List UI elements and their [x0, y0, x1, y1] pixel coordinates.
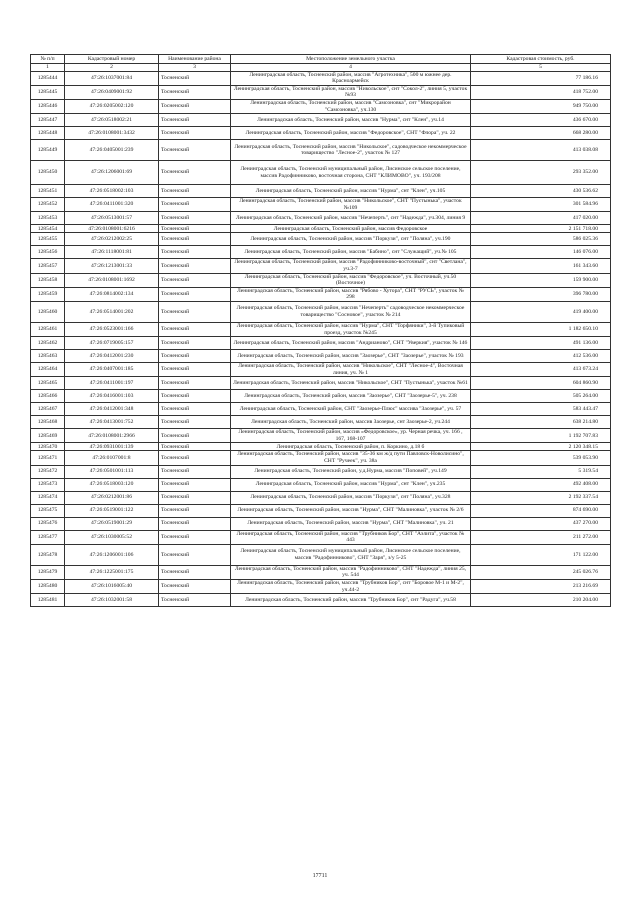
table-row [31, 337, 611, 350]
cadastral-number: 47:26:0411001:197 [65, 377, 159, 390]
cadastral-number: 47:26:0931001:139 [65, 443, 159, 451]
row-number: 1285450 [31, 161, 65, 185]
land-plot-address: Ленинградская область, Тосненский район, массив "Никольское", снт "Сокол-2", линия 5, участок №93 [231, 85, 471, 99]
district-name: Тосненский [159, 491, 231, 504]
land-plot-address: Ленинградская область, Тосненский район, массив "Трубников Бор", снт "Боровое М-1 и М-2", уч.44-2 [231, 580, 471, 594]
cadastral-number: 47:26:0416001:103 [65, 390, 159, 403]
table-row [31, 403, 611, 416]
cadastral-value: 161 343.60 [471, 259, 611, 273]
cadastral-value: 5 319.54 [471, 465, 611, 478]
cadastral-value: 210 204.00 [471, 594, 611, 607]
header-cadastral-number: Кадастровый номер [65, 55, 159, 64]
land-plot-address: Ленинградская область, Тосненский район, массив "Агротехника", 500 м южнее дер. Красноармейск [231, 71, 471, 85]
column-number: 3 [159, 64, 231, 72]
row-number: 1285461 [31, 322, 65, 336]
row-number: 1285464 [31, 363, 65, 377]
table-row [31, 594, 611, 607]
district-name: Тосненский [159, 530, 231, 544]
cadastral-number: 47:26:0412001:348 [65, 403, 159, 416]
row-number: 1285473 [31, 478, 65, 491]
header-value: Кадастровая стоимость, руб. [471, 55, 611, 64]
cadastral-value: 539 053.90 [471, 451, 611, 465]
land-plot-address: Ленинградская область, Тосненский район, массив "Поркузи", снт "Поляна", уч.328 [231, 491, 471, 504]
cadastral-value: 2 120 348.15 [471, 443, 611, 451]
land-plot-address: Ленинградская область, Тосненский район, массив "Никольское", СНТ "Пустынька", участок №61 [231, 377, 471, 390]
cadastral-value: 874 690.00 [471, 504, 611, 517]
row-number: 1285466 [31, 390, 65, 403]
cadastral-number: 47:26:0108001:3432 [65, 127, 159, 140]
land-plot-address: Ленинградская область, Тосненский район, массив "Нурма", снт "Клен", уч.235 [231, 478, 471, 491]
land-plot-address: Ленинградская область, Тосненский район, массив "Нечеперть", снт "Надежда", уч.304, линия 9 [231, 212, 471, 225]
table-row [31, 451, 611, 465]
table-row [31, 429, 611, 443]
district-name: Тосненский [159, 504, 231, 517]
table-row [31, 99, 611, 113]
land-plot-address: Ленинградская область, Тосненский район, массив "Радофинниково-восточный", снт "Светлана", уч.3-7 [231, 259, 471, 273]
district-name: Тосненский [159, 225, 231, 233]
cadastral-value: 436 670.00 [471, 114, 611, 127]
cadastral-value: 211 272.00 [471, 530, 611, 544]
cadastral-value: 413 673.24 [471, 363, 611, 377]
land-plot-address: Ленинградская область, Тосненский район, массив "Заозерье", СНТ "Заозерье-5", уч. 238 [231, 390, 471, 403]
district-name: Тосненский [159, 273, 231, 287]
table-row [31, 71, 611, 85]
district-name: Тосненский [159, 287, 231, 301]
cadastral-value: 412 536.00 [471, 350, 611, 363]
cadastral-value: 245 026.76 [471, 565, 611, 579]
district-name: Тосненский [159, 350, 231, 363]
table-row [31, 198, 611, 212]
table-row [31, 273, 611, 287]
district-name: Тосненский [159, 71, 231, 85]
cadastral-number: 47:26:1037001:84 [65, 71, 159, 85]
table-row [31, 259, 611, 273]
row-number: 1285445 [31, 85, 65, 99]
row-number: 1285468 [31, 416, 65, 429]
cadastral-number: 47:26:1206001:106 [65, 544, 159, 565]
header-district: Наименование района [159, 55, 231, 64]
table-row [31, 377, 611, 390]
cadastral-value: 413 038.08 [471, 140, 611, 161]
row-number: 1285481 [31, 594, 65, 607]
land-plot-address: Ленинградская область, Тосненский район, массив "Нурма", снт "Клен", уч.14 [231, 114, 471, 127]
row-number: 1285469 [31, 429, 65, 443]
row-number: 1285465 [31, 377, 65, 390]
table-row [31, 301, 611, 322]
cadastral-value-table [30, 54, 610, 607]
row-number: 1285474 [31, 491, 65, 504]
land-plot-address: Ленинградская область, Тосненский район, СНТ "Заозерье-Плюс" массива "Заозерье", уч. 57 [231, 403, 471, 416]
column-number: 1 [31, 64, 65, 72]
cadastral-number: 47:26:0514001:202 [65, 301, 159, 322]
land-plot-address: Ленинградская область, Тосненский муниципальный район, Лисинское сельское поселение, массив "Радофинниково", СНТ "Заря", з/у 5-25 [231, 544, 471, 565]
land-plot-address: Ленинградская область, Тосненский район, массив "Никольское", садоводческое некоммерческое товарищество "Лесное-2", участок № 127 [231, 140, 471, 161]
row-number: 1285460 [31, 301, 65, 322]
cadastral-number: 47:26:1225001:175 [65, 565, 159, 579]
cadastral-value: 77 186.16 [471, 71, 611, 85]
table-row [31, 114, 611, 127]
table-row [31, 212, 611, 225]
table [30, 54, 611, 607]
cadastral-value: 1 192 707.83 [471, 429, 611, 443]
district-name: Тосненский [159, 580, 231, 594]
land-plot-address: Ленинградская область, Тосненский муниципальный район, Лисинское сельское поселение, массив Радофинниково, восточная сторона, СНТ "КЛИМОВО", уч. 193/208 [231, 161, 471, 185]
cadastral-number: 47:26:0108001:6216 [65, 225, 159, 233]
district-name: Тосненский [159, 594, 231, 607]
row-number: 1285456 [31, 246, 65, 259]
district-name: Тосненский [159, 99, 231, 113]
table-row [31, 544, 611, 565]
table-row [31, 246, 611, 259]
row-number: 1285451 [31, 185, 65, 198]
district-name: Тосненский [159, 565, 231, 579]
cadastral-number: 47:26:0212001:86 [65, 491, 159, 504]
cadastral-value: 213 216.69 [471, 580, 611, 594]
row-number: 1285478 [31, 544, 65, 565]
land-plot-address: Ленинградская область, Тосненский район, у.д.Нурма, массив "Поповей", уч.149 [231, 465, 471, 478]
row-number: 1285463 [31, 350, 65, 363]
land-plot-address: Ленинградская область, Тосненский район, массив "Никольское", СНТ "Лесное-4", Восточная линия, уч. № 1 [231, 363, 471, 377]
table-row [31, 161, 611, 185]
cadastral-value: 419 400.00 [471, 301, 611, 322]
table-row [31, 127, 611, 140]
cadastral-value: 171 122.00 [471, 544, 611, 565]
district-name: Тосненский [159, 443, 231, 451]
table-row [31, 517, 611, 530]
row-number: 1285475 [31, 504, 65, 517]
page-number: 17711 [312, 873, 328, 879]
cadastral-number: 47:26:0108001:1692 [65, 273, 159, 287]
table-row [31, 233, 611, 246]
cadastral-number: 47:26:1206001:69 [65, 161, 159, 185]
cadastral-number: 47:26:0814002:134 [65, 287, 159, 301]
district-name: Тосненский [159, 301, 231, 322]
cadastral-value: 2 151 718.00 [471, 225, 611, 233]
land-plot-address: Ленинградская область, Тосненский район, массив "Трубников Бор", снт "Радуга", уч.58 [231, 594, 471, 607]
column-number-row [31, 64, 611, 72]
row-number: 1285459 [31, 287, 65, 301]
cadastral-number: 47:26:1032001:58 [65, 594, 159, 607]
land-plot-address: Ленинградская область, Тосненский район, массив "Нечеперть" садоводческое некоммерческое товарищество "Сосновое", участок № 214 [231, 301, 471, 322]
cadastral-value: 492 408.00 [471, 478, 611, 491]
district-name: Тосненский [159, 517, 231, 530]
row-number: 1285472 [31, 465, 65, 478]
cadastral-number: 47:26:0108001:2966 [65, 429, 159, 443]
land-plot-address: Ленинградская область, Тосненский район, массив "Федоровское", СНТ "Флора", уч. 22 [231, 127, 471, 140]
table-row [31, 185, 611, 198]
district-name: Тосненский [159, 465, 231, 478]
table-row [31, 363, 611, 377]
table-row [31, 580, 611, 594]
cadastral-number: 47:26:0518002:21 [65, 114, 159, 127]
row-number: 1285458 [31, 273, 65, 287]
cadastral-value: 1 182 650.10 [471, 322, 611, 336]
land-plot-address: Ленинградская область, Тосненский район, массив "Самсоновка", снт "Микрорайон "Самсоновка", уч.130 [231, 99, 471, 113]
land-plot-address: Ленинградская область, Тосненский район, массив Федоровское [231, 225, 471, 233]
cadastral-number: 47:26:1118001:81 [65, 246, 159, 259]
table-row [31, 287, 611, 301]
row-number: 1285448 [31, 127, 65, 140]
cadastral-number: 47:26:0107001:8 [65, 451, 159, 465]
land-plot-address: Ленинградская область, Тосненский район, массив "Заозерье", СНТ "Заозерье", участок № 193 [231, 350, 471, 363]
table-row [31, 491, 611, 504]
row-number: 1285470 [31, 443, 65, 451]
cadastral-value: 396 780.00 [471, 287, 611, 301]
cadastral-value: 949 750.00 [471, 99, 611, 113]
land-plot-address: Ленинградская область, Тосненский район, массив "Рябово - Хутора", СНТ "РУСЬ", участок № 298 [231, 287, 471, 301]
district-name: Тосненский [159, 140, 231, 161]
land-plot-address: Ленинградская область, Тосненский район, массив "Андрианово", СНТ "Уверкия", участок № 146 [231, 337, 471, 350]
row-number: 1285457 [31, 259, 65, 273]
row-number: 1285447 [31, 114, 65, 127]
table-row [31, 350, 611, 363]
land-plot-address: Ленинградская область, Тосненский район, массив "Бабино", снт "Служащий", уч.№ 105 [231, 246, 471, 259]
table-row [31, 478, 611, 491]
cadastral-value: 2 192 337.54 [471, 491, 611, 504]
cadastral-number: 47:26:0523001:166 [65, 322, 159, 336]
cadastral-value: 301 584.96 [471, 198, 611, 212]
district-name: Тосненский [159, 478, 231, 491]
district-name: Тосненский [159, 363, 231, 377]
cadastral-number: 47:26:0519001:29 [65, 517, 159, 530]
district-name: Тосненский [159, 259, 231, 273]
table-row [31, 443, 611, 451]
row-number: 1285477 [31, 530, 65, 544]
cadastral-value: 668 280.00 [471, 127, 611, 140]
table-row [31, 322, 611, 336]
row-number: 1285471 [31, 451, 65, 465]
district-name: Тосненский [159, 85, 231, 99]
cadastral-number: 47:26:0518002:103 [65, 185, 159, 198]
row-number: 1285462 [31, 337, 65, 350]
land-plot-address: Ленинградская область, Тосненский район, массив "Никольское", СНТ "Пустынька", участок №109 [231, 198, 471, 212]
cadastral-value: 437 270.00 [471, 517, 611, 530]
cadastral-number: 47:26:0518003:120 [65, 478, 159, 491]
column-number: 2 [65, 64, 159, 72]
row-number: 1285452 [31, 198, 65, 212]
cadastral-number: 47:26:0409001:92 [65, 85, 159, 99]
district-name: Тосненский [159, 377, 231, 390]
table-row [31, 225, 611, 233]
district-name: Тосненский [159, 127, 231, 140]
cadastral-value: 583 443.47 [471, 403, 611, 416]
district-name: Тосненский [159, 185, 231, 198]
district-name: Тосненский [159, 429, 231, 443]
cadastral-value: 505 264.00 [471, 390, 611, 403]
land-plot-address: Ленинградская область, Тосненский район, п. Коркино, д.18 б [231, 443, 471, 451]
land-plot-address: Ленинградская область, Тосненский район, массив "Трубников Бор", СНТ "Аэлита", участок № 443 [231, 530, 471, 544]
land-plot-address: Ленинградская область, Тосненский район, массив "Радофинниково", СНТ "Надежда", линия 25, уч. 544 [231, 565, 471, 579]
cadastral-number: 47:26:0413001:752 [65, 416, 159, 429]
header-number: № п/п [31, 55, 65, 64]
district-name: Тосненский [159, 246, 231, 259]
land-plot-address: Ленинградская область, Тосненский район, массив "Поркузи", снт "Поляна", уч.190 [231, 233, 471, 246]
cadastral-number: 47:26:0412001:230 [65, 350, 159, 363]
district-name: Тосненский [159, 322, 231, 336]
cadastral-value: 430 536.62 [471, 185, 611, 198]
district-name: Тосненский [159, 416, 231, 429]
cadastral-number: 47:26:0719005:157 [65, 337, 159, 350]
cadastral-number: 47:26:1213001:33 [65, 259, 159, 273]
cadastral-number: 47:26:0212002:25 [65, 233, 159, 246]
cadastral-value: 146 076.00 [471, 246, 611, 259]
district-name: Тосненский [159, 198, 231, 212]
cadastral-number: 47:26:0411001:320 [65, 198, 159, 212]
district-name: Тосненский [159, 233, 231, 246]
cadastral-number: 47:26:1030005:52 [65, 530, 159, 544]
table-row [31, 465, 611, 478]
table-row [31, 416, 611, 429]
land-plot-address: Ленинградская область, Тосненский район, массив "Нурма", СНТ "Малиновка", участок № 2/6 [231, 504, 471, 517]
table-row [31, 390, 611, 403]
land-plot-address: Ленинградская область, Тосненский район, массив "Нурма", СНТ "Торфяники", 3-й Тупиковый проезд, участок №245 [231, 322, 471, 336]
cadastral-number: 47:26:0407001:185 [65, 363, 159, 377]
land-plot-address: Ленинградская область, Тосненский район, массив «Федоровское», ур. Черная речка, уч. 166 , 167, 168-107 [231, 429, 471, 443]
column-number: 5 [471, 64, 611, 72]
district-name: Тосненский [159, 114, 231, 127]
cadastral-value: 491 136.00 [471, 337, 611, 350]
table-row [31, 85, 611, 99]
row-number: 1285449 [31, 140, 65, 161]
header-address: Местоположение земельного участка [231, 55, 471, 64]
table-row [31, 530, 611, 544]
row-number: 1285446 [31, 99, 65, 113]
cadastral-number: 47:26:0513001:57 [65, 212, 159, 225]
column-number: 4 [231, 64, 471, 72]
district-name: Тосненский [159, 161, 231, 185]
land-plot-address: Ленинградская область, Тосненский район, массив "35-36 км ж/д пути Павловск-Новолисино", СНТ "Ручеек", уч. 38а [231, 451, 471, 465]
district-name: Тосненский [159, 390, 231, 403]
cadastral-value: 417 020.00 [471, 212, 611, 225]
row-number: 1285453 [31, 212, 65, 225]
table-body [31, 71, 611, 607]
cadastral-number: 47:26:0519001:122 [65, 504, 159, 517]
district-name: Тосненский [159, 451, 231, 465]
land-plot-address: Ленинградская область, Тосненский район, массив "Нурма", снт "Клен", уч.105 [231, 185, 471, 198]
land-plot-address: Ленинградская область, Тосненский район, массив Заозерье, снт Заозерье-2, уч.244 [231, 416, 471, 429]
row-number: 1285476 [31, 517, 65, 530]
row-number: 1285479 [31, 565, 65, 579]
district-name: Тосненский [159, 544, 231, 565]
cadastral-number: 47:26:0405001:239 [65, 140, 159, 161]
land-plot-address: Ленинградская область, Тосненский район, массив "Федоровское", уч. Восточный, уч.50 (Восточное) [231, 273, 471, 287]
cadastral-value: 418 752.00 [471, 85, 611, 99]
district-name: Тосненский [159, 212, 231, 225]
cadastral-value: 638 214.80 [471, 416, 611, 429]
row-number: 1285467 [31, 403, 65, 416]
row-number: 1285480 [31, 580, 65, 594]
row-number: 1285455 [31, 233, 65, 246]
cadastral-number: 47:26:0205002:120 [65, 99, 159, 113]
table-row [31, 504, 611, 517]
cadastral-number: 47:26:0501001:113 [65, 465, 159, 478]
cadastral-value: 604 860.90 [471, 377, 611, 390]
cadastral-value: 586 025.36 [471, 233, 611, 246]
row-number: 1285444 [31, 71, 65, 85]
table-row [31, 565, 611, 579]
table-row [31, 140, 611, 161]
district-name: Тосненский [159, 403, 231, 416]
cadastral-value: 159 900.00 [471, 273, 611, 287]
header-row [31, 55, 611, 64]
row-number: 1285454 [31, 225, 65, 233]
cadastral-number: 47:26:1016005:40 [65, 580, 159, 594]
district-name: Тосненский [159, 337, 231, 350]
land-plot-address: Ленинградская область, Тосненский район, массив "Нурма", СНТ "Малиновка", уч. 21 [231, 517, 471, 530]
cadastral-value: 293 352.00 [471, 161, 611, 185]
